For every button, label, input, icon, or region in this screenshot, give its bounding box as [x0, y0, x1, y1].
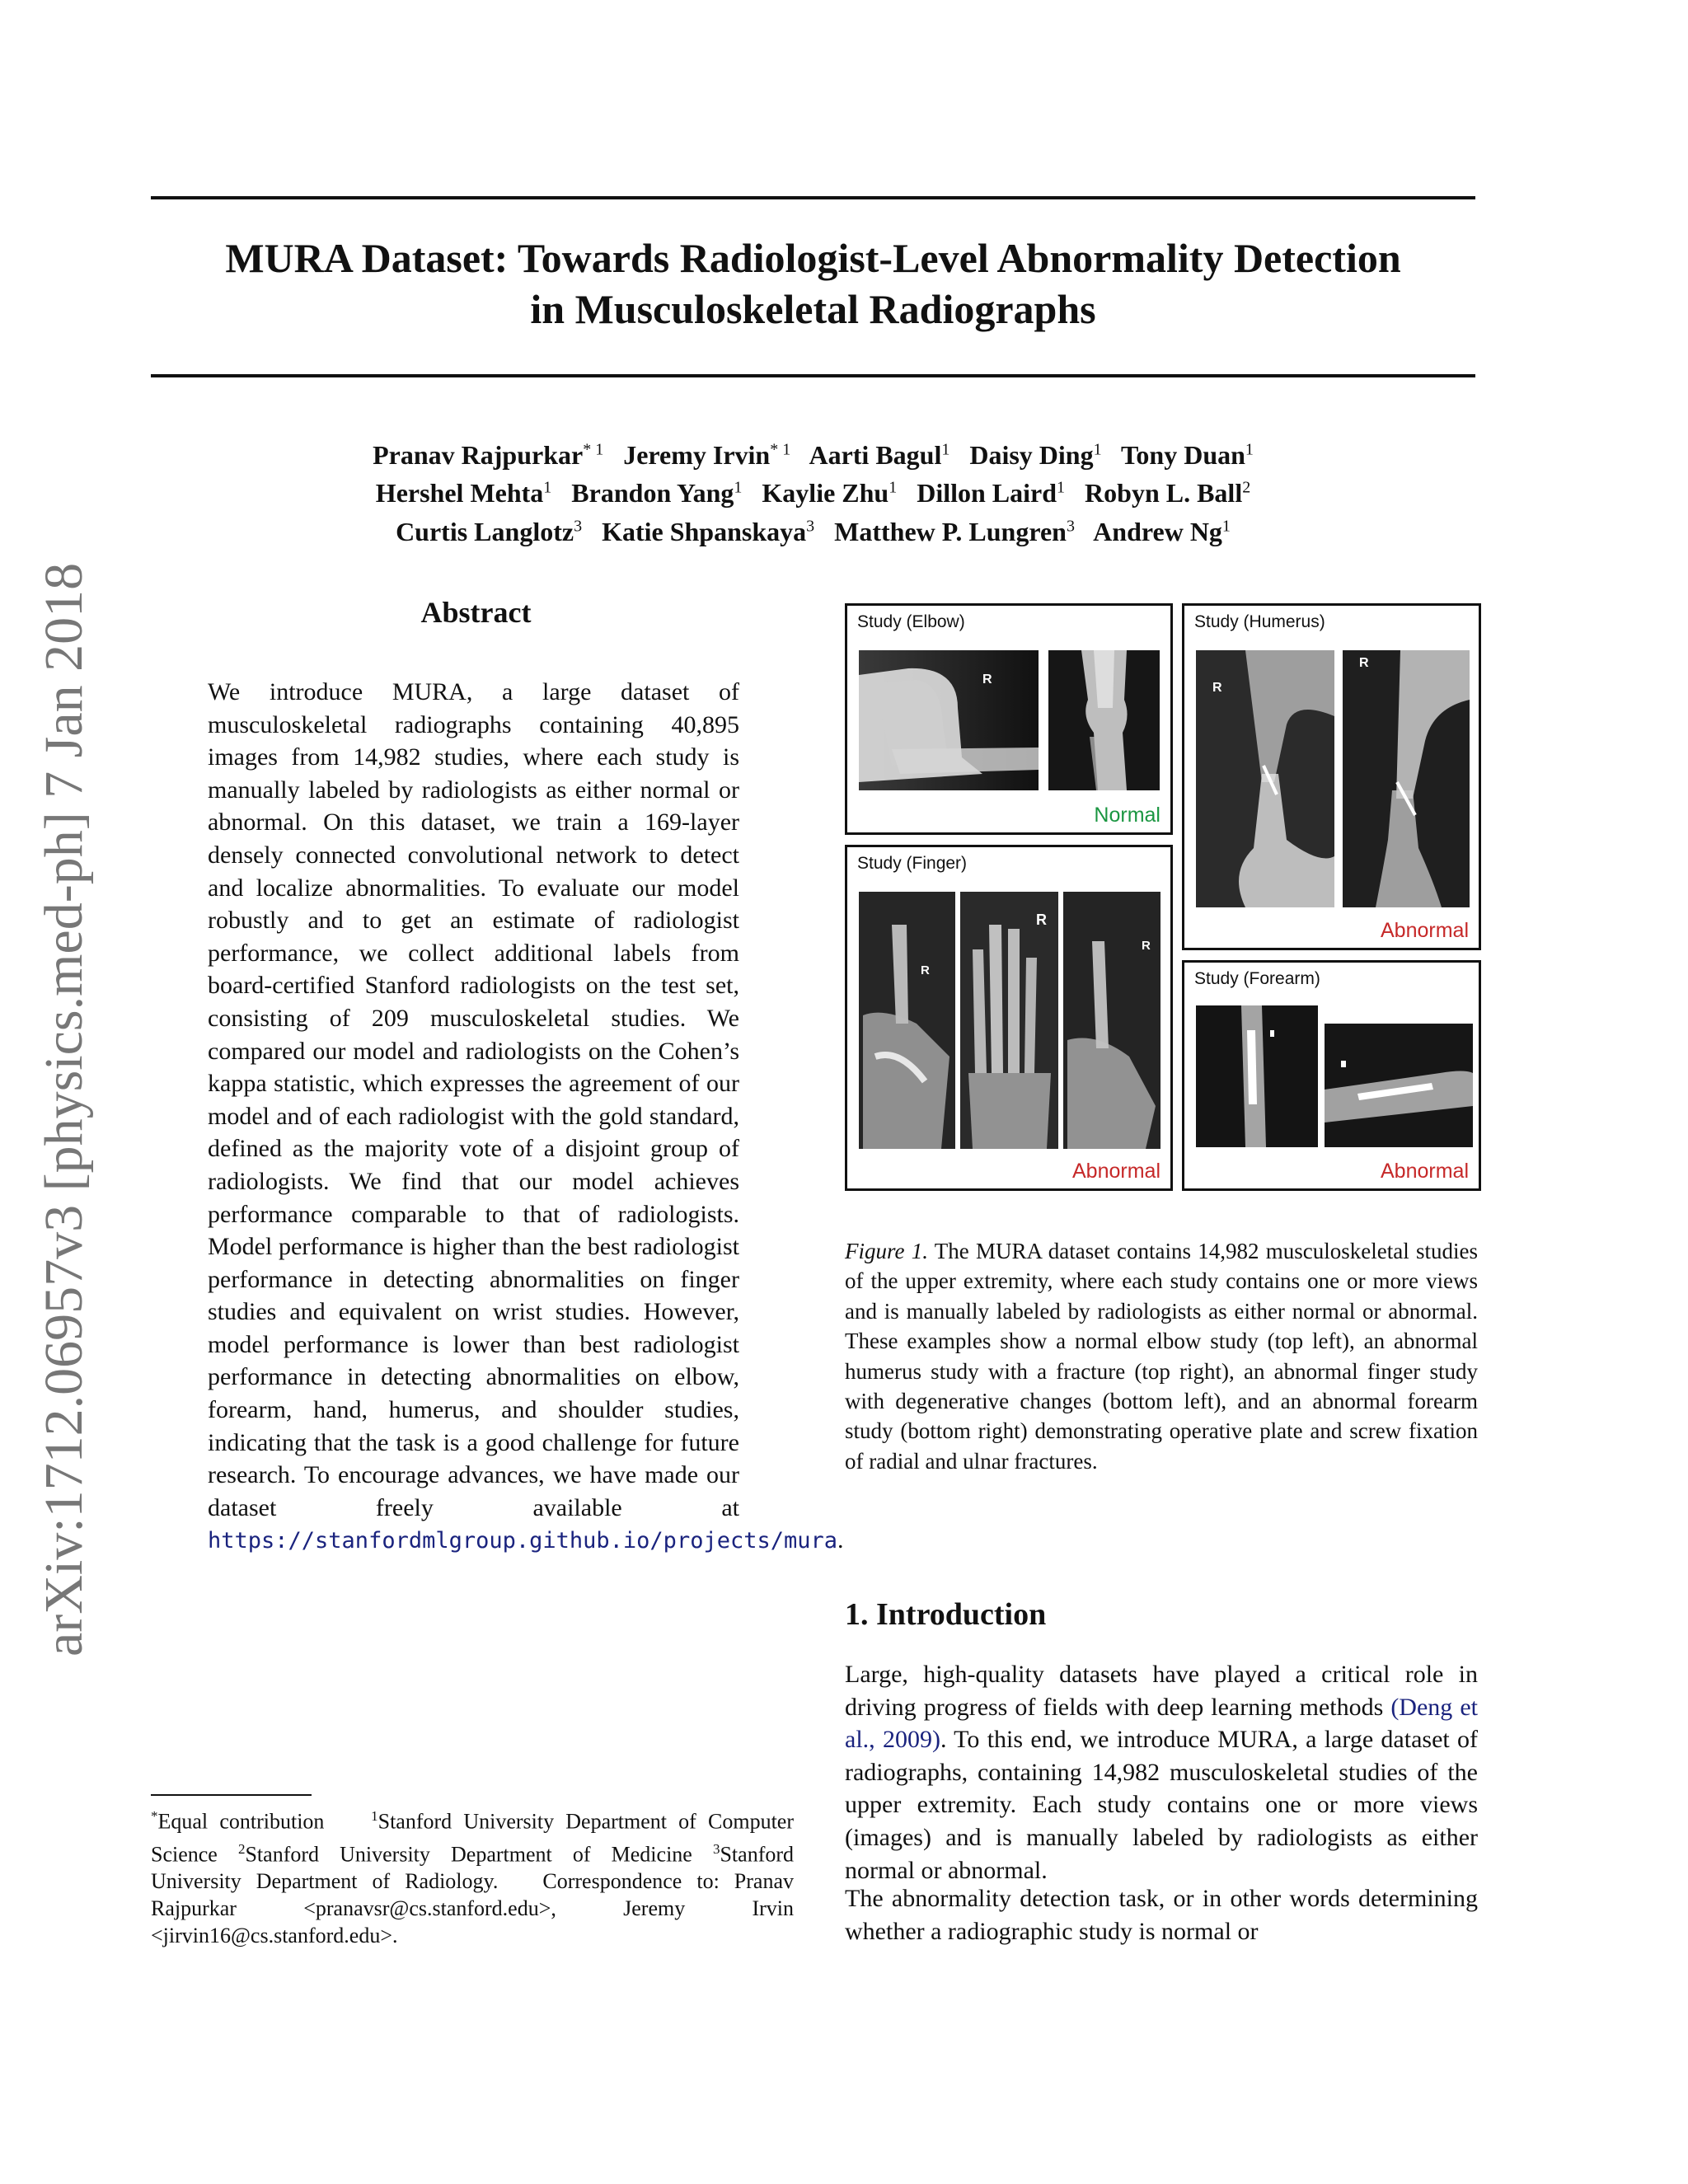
panel-elbow: [845, 603, 1173, 835]
label-normal: Normal: [1094, 804, 1160, 827]
arxiv-stamp: arXiv:1712.06957v3 [physics.med-ph] 7 Jan 2018: [34, 562, 94, 1657]
label-abnormal: Abnormal: [1072, 1160, 1160, 1183]
svg-text:R: R: [921, 963, 930, 977]
panel-title: Study (Humerus): [1194, 612, 1325, 631]
author: Curtis Langlotz$^3$: [396, 516, 583, 546]
panel-forearm: [1182, 960, 1481, 1191]
svg-text:R: R: [1359, 656, 1369, 670]
svg-text:R: R: [982, 673, 992, 687]
panel-humerus: [1182, 603, 1481, 950]
svg-text:R: R: [1142, 939, 1151, 953]
author-row: [151, 509, 1475, 548]
author: Robyn L. Ball$^2$: [1085, 478, 1251, 509]
caption-lead: Figure 1.: [845, 1239, 928, 1263]
footnote: *Equal contribution $^1$Stanford University Department of Computer Science $^2$Stanford University Department of Medicine $^3$Stanford University Department of Radiology. Correspondence to: Pranav Rajpurkar <pranavsr@cs.stanford.edu>, Jeremy Irvin <jirvin16@cs.stanford.edu>.: [151, 1808, 795, 1948]
author: Aarti Bagul$^1$: [809, 439, 950, 470]
footnote-rule: [151, 1794, 312, 1796]
author: Dillon Laird$^1$: [917, 478, 1066, 509]
author: Brandon Yang$^1$: [571, 478, 743, 509]
svg-text:R: R: [1036, 912, 1047, 928]
panel-title: Study (Forearm): [1194, 969, 1320, 988]
paper-title: [151, 232, 1475, 335]
author-list: [151, 433, 1475, 548]
svg-text:R: R: [1212, 681, 1222, 695]
title-top-rule: [151, 196, 1475, 199]
xray-image: [859, 892, 955, 1149]
xray-image: [1196, 1005, 1318, 1147]
panel-title: Study (Elbow): [857, 612, 965, 631]
intro-paragraph: Large, high-quality datasets have played a critical role in driving progress of fields with deep learning methods (Deng et al., 2009). To this end, we introduce MURA, a large dataset of radiographs, containing 14,982 musculoskeletal studies of the upper extremity. Each study contains one or more views (images) and is manually labeled by radiologists as either normal or abnormal.: [845, 1661, 1478, 1884]
label-abnormal: Abnormal: [1381, 919, 1469, 942]
dataset-link[interactable]: https://stanfordmlgroup.github.io/projects/mura: [208, 1528, 838, 1554]
figure-caption: [845, 1236, 1478, 1476]
xray-image: [1343, 650, 1470, 907]
title-line-2: in Musculoskeletal Radiographs: [530, 286, 1096, 332]
abstract-heading: Abstract: [420, 596, 532, 629]
xray-image: [1063, 892, 1160, 1149]
xray-image: [1325, 1024, 1473, 1147]
caption-text: The MURA dataset contains 14,982 musculoskeletal studies of the upper extremity, where each study contains one or more views and is manually labeled by radiologists as either normal or abnormal. These examples show a normal elbow study (top left), an abnormal humerus study with a fracture (top right), an abnormal finger study with degenerative changes (bottom left), and an abnormal forearm study (bottom right) demonstrating operative plate and screw fixation of radial and ulnar fractures.: [845, 1239, 1478, 1474]
abstract-text: We introduce MURA, a large dataset of musculoskeletal radiographs containing 40,895 images from 14,982 studies, where each study is manually labeled by radiologists as either normal or abnormal. On this dataset, we train a 169-layer densely connected convolutional network to detect and localize abnormalities. To evaluate our model robustly and to get an estimate of radiologist performance, we collect additional labels from board-certified Stanford radiologists on the test set, consisting of 209 musculoskeletal studies. We compared our model and radiologists on the Cohen’s kappa statistic, which expresses the agreement of our model and of each radiologist with the gold standard, defined as the majority vote of a disjoint group of radiologists. We find that our model achieves performance comparable to that of radiologists. Model performance is higher than the best radiologist performance in detecting abnormalities on finger studies and equivalent on wrist studies. However, model performance is lower than best radiologist performance in detecting abnormalities on elbow, forearm, hand, humerus, and shoulder studies, indicating that the task is a good challenge for future research. To encourage advances, we have made our dataset freely available at: [208, 678, 739, 1521]
xray-image: [1196, 650, 1334, 907]
panel-title: Study (Finger): [857, 854, 968, 873]
author: Hershel Mehta$^1$: [375, 478, 552, 509]
author-row: [151, 433, 1475, 471]
xray-image: [1048, 650, 1160, 790]
intro-paragraph: The abnormality detection task, or in other words determining whether a radiographic study is normal or: [845, 1885, 1478, 1945]
author-row: [151, 471, 1475, 510]
author: Jeremy Irvin$^{* 1}$: [623, 439, 791, 470]
author: Kaylie Zhu$^1$: [762, 478, 898, 509]
xray-image: [859, 650, 1039, 790]
author: Katie Shpanskaya$^3$: [602, 516, 815, 546]
panel-finger: [845, 845, 1173, 1191]
author: Daisy Ding$^1$: [969, 439, 1102, 470]
author: Matthew P. Lungren$^3$: [834, 516, 1075, 546]
author: Tony Duan$^1$: [1121, 439, 1254, 470]
citation-link[interactable]: (Deng et al., 2009): [845, 1693, 1478, 1754]
abstract-body: We introduce MURA, a large dataset of musculoskeletal radiographs containing 40,895 images from 14,982 studies, where each study is manually labeled by radiologists as either normal or abnormal. On this dataset, we train a 169-layer densely connected convolutional network to detect and localize abnormalities. To evaluate our model robustly and to get an estimate of radiologist performance, we collect additional labels from board-certified Stanford radiologists on the test set, consisting of 209 musculoskeletal studies. We compared our model and radiologists on the Cohen’s kappa statistic, which expresses the agreement of our model and of each radiologist with the gold standard, defined as the majority vote of a disjoint group of radiologists. We find that our model achieves performance comparable to that of radiologists. Model performance is higher than the best radiologist performance in detecting abnormalities on finger studies and equivalent on wrist studies. However, model performance is lower than best radiologist performance in detecting abnormalities on elbow, forearm, hand, humerus, and shoulder studies, indicating that the task is a good challenge for future research. To encourage advances, we have made our dataset freely available at https://stanfordmlgroup.github.io/projects/mura.: [208, 678, 844, 1554]
author: Pranav Rajpurkar$^{* 1}$: [373, 439, 604, 470]
author: Andrew Ng$^1$: [1093, 516, 1231, 546]
section-heading-introduction: 1. Introduction: [845, 1597, 1047, 1632]
label-abnormal: Abnormal: [1381, 1160, 1469, 1183]
title-line-1: MURA Dataset: Towards Radiologist-Level Abnormality Detection: [225, 235, 1401, 281]
title-bottom-rule: [151, 374, 1475, 377]
xray-image: [960, 892, 1058, 1149]
